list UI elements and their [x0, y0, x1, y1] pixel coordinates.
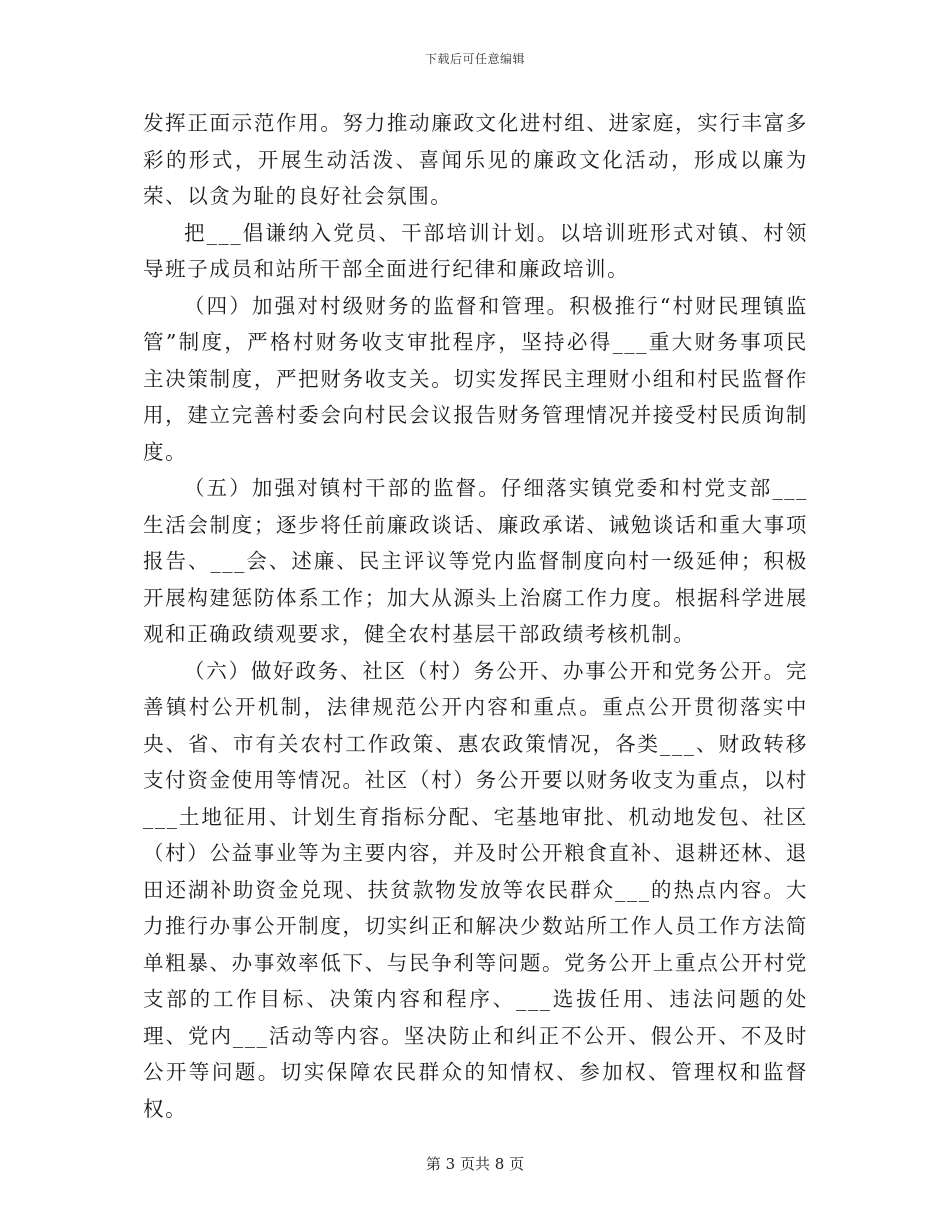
- paragraph-5: （六）做好政务、社区（村）务公开、办事公开和党务公开。完善镇村公开机制，法律规范公开内容和重点。重点公开贯彻落实中央、省、市有关农村工作政策、惠农政策情况，各类___、财政转移支付资金使用等情况。社区（村）务公开要以财务收支为重点，以村___土地征用、计划生育指标分配、宅基地审批、机动地发包、社区（村）公益事业等为主要内容，并及时公开粮食直补、退耕还林、退田还湖补助资金兑现、扶贫款物发放等农民群众___的热点内容。大力推行办事公开制度，切实纠正和解决少数站所工作人员工作方法简单粗暴、办事效率低下、与民争利等问题。党务公开上重点公开村党支部的工作目标、决策内容和程序、___选拔任用、违法问题的处理、党内___活动等内容。坚决防止和纠正不公开、假公开、不及时公开等问题。切实保障农民群众的知情权、参加权、管理权和监督权。: [143, 658, 808, 1121]
- header-note: 下载后可任意编辑: [424, 52, 525, 66]
- page-number-footer: 第 3 页共 8 页: [425, 1155, 525, 1173]
- paragraph-2: 把___倡谦纳入党员、干部培训计划。以培训班形式对镇、村领导班子成员和站所干部全面进行纪律和廉政培训。: [143, 220, 808, 281]
- paragraph-4: （五）加强对镇村干部的监督。仔细落实镇党委和村党支部___生活会制度；逐步将任前廉政谈话、廉政承诺、诫勉谈话和重大事项报告、___会、述廉、民主评议等党内监督制度向村一级延伸；积极开展构建惩防体系工作；加大从源头上治腐工作力度。根据科学进展观和正确政绩观要求，健全农村基层干部政绩考核机制。: [143, 476, 808, 646]
- document-body: [143, 105, 808, 1127]
- paragraph-3: （四）加强对村级财务的监督和管理。积极推行“村财民理镇监管”制度，严格村财务收支审批程序，坚持必得___重大财务事项民主决策制度，严把财务收支关。切实发挥民主理财小组和村民监督作用，建立完善村委会向村民会议报告财务管理情况并接受村民质询制度。: [143, 293, 808, 464]
- paragraph-1: 发挥正面示范作用。努力推动廉政文化进村组、进家庭，实行丰富多彩的形式，开展生动活泼、喜闻乐见的廉政文化活动，形成以廉为荣、以贪为耻的良好社会氛围。: [143, 111, 808, 208]
